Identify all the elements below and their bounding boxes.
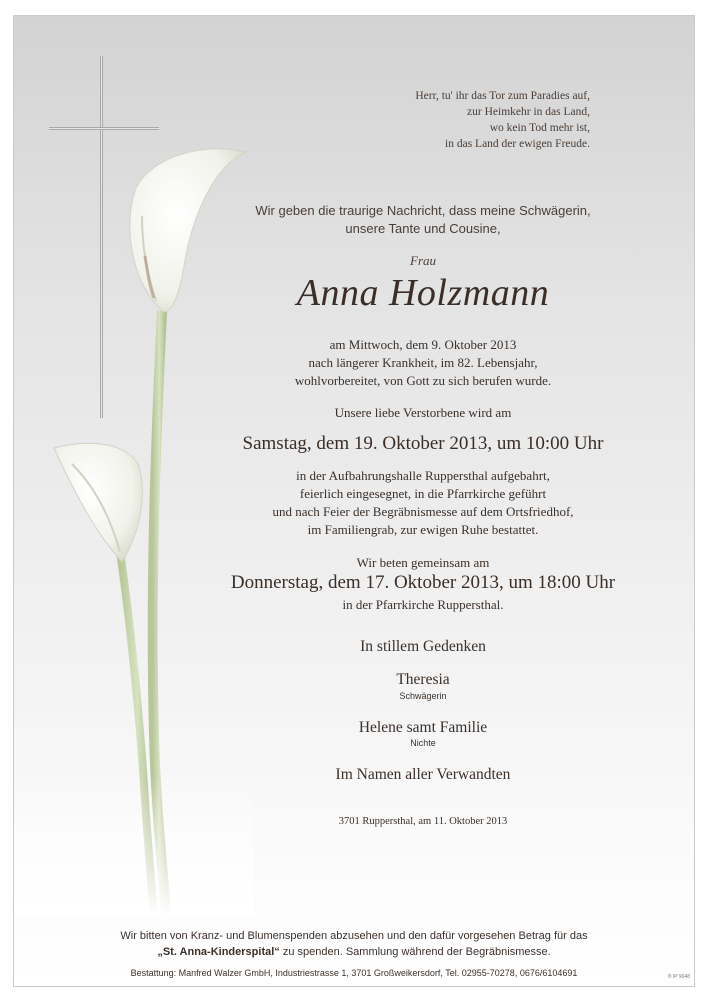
memory-title: In stillem Gedenken <box>360 638 486 655</box>
donation-line <box>34 944 674 960</box>
funeral-date: Samstag, dem 19. Oktober 2013, um 10:00 Uhr <box>242 433 604 454</box>
mourner-name: Theresia <box>396 671 450 688</box>
intro-text <box>184 202 662 238</box>
intro-line: unsere Tante und Cousine, <box>345 221 501 236</box>
mourner-relation: Schwägerin <box>399 691 447 701</box>
funeral-details <box>184 467 662 539</box>
verse-line: in das Land der ewigen Freude. <box>445 138 590 150</box>
print-code: ® IP 9048 <box>667 974 690 980</box>
verse-line: zur Heimkehr in das Land, <box>467 106 590 118</box>
donation-note <box>34 928 674 960</box>
lily-flower-icon <box>54 443 142 562</box>
donation-rest: zu spenden. Sammlung während der Begräbnismesse. <box>279 946 551 958</box>
funeral-lead: Unsere liebe Verstorbene wird am <box>334 405 512 420</box>
death-line: am Mittwoch, dem 9. Oktober 2013 <box>329 337 517 352</box>
verse-line: wo kein Tod mehr ist, <box>489 122 590 134</box>
funeral-detail-line: im Familiengrab, zur ewigen Ruhe bestattet. <box>307 522 539 537</box>
obituary-card <box>13 15 695 987</box>
prayer-date: Donnerstag, dem 17. Oktober 2013, um 18:00 Uhr <box>230 572 616 593</box>
death-line: wohlvorbereitet, von Gott zu sich berufen wurde. <box>294 373 552 388</box>
donation-line: Wir bitten von Kranz- und Blumenspenden abzusehen und den dafür vorgesehen Betrag für das <box>120 930 588 942</box>
charity-name: „St. Anna-Kinderspital“ <box>157 946 280 958</box>
verse-line: Herr, tu' ihr das Tor zum Paradies auf, <box>415 90 590 102</box>
funeral-detail-line: in der Aufbahrungshalle Ruppersthal aufgebahrt, <box>296 468 550 483</box>
place-date: 3701 Ruppersthal, am 11. Oktober 2013 <box>338 816 508 827</box>
death-line: nach längerer Krankheit, im 82. Lebensjahr, <box>308 355 538 370</box>
verse <box>344 88 590 152</box>
prayer-place: in der Pfarrkirche Ruppersthal. <box>342 597 504 612</box>
deceased-name: Anna Holzmann <box>296 272 550 314</box>
death-text <box>184 336 662 390</box>
intro-line: Wir geben die traurige Nachricht, dass meine Schwägerin, <box>255 203 591 218</box>
funeral-detail-line: und nach Feier der Begräbnismesse auf dem Ortsfriedhof, <box>272 504 574 519</box>
relatives-line: Im Namen aller Verwandten <box>335 766 511 783</box>
funeral-detail-line: feierlich eingesegnet, in die Pfarrkirche geführt <box>299 486 547 501</box>
undertaker-line: Bestattung: Manfred Walzer GmbH, Industriestrasse 1, 3701 Großweikersdorf, Tel. 02955-70278, 0676/6104691 <box>130 968 578 978</box>
prayer-lead: Wir beten gemeinsam am <box>356 555 490 570</box>
mourner-name: Helene samt Familie <box>358 719 488 736</box>
honorific: Frau <box>410 253 436 268</box>
mourner-relation: Nichte <box>410 738 436 748</box>
